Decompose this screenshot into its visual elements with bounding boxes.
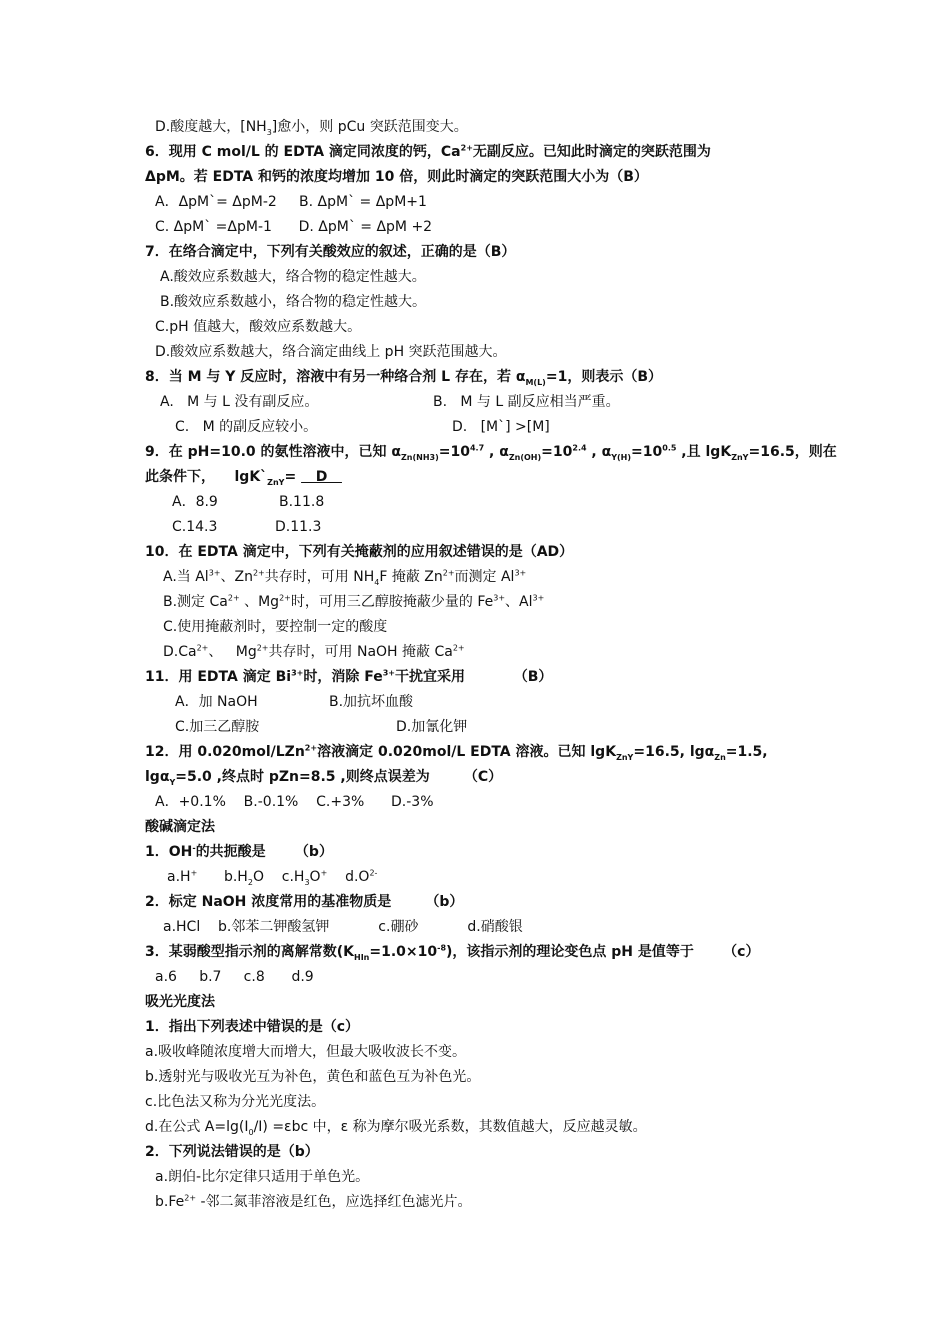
text-line: C.使用掩蔽剂时，要控制一定的酸度 <box>163 619 388 635</box>
text-line: A.当 $Al^{3+}$、$Zn^{2+}$共存时，可用 $NH_4F$ 掩蔽 $Zn^{2+}$而测定 $Al^{3+}$ <box>163 568 527 587</box>
text-line: 吸光光度法 <box>145 994 215 1010</box>
text-line: 11．用 EDTA 滴定 $Bi^{3+}$时，消除 $Fe^{3+}$干扰宜采用 （B） <box>145 668 553 685</box>
text-line: C. M 的副反应较小。 <box>175 419 318 435</box>
text-line: b.透射光与吸收光互为补色，黄色和蓝色互为补色光。 <box>145 1069 481 1085</box>
text-line: A.酸效应系数越大，络合物的稳定性越大。 <box>160 269 426 285</box>
text-line: C.pH 值越大，酸效应系数越大。 <box>155 319 362 335</box>
text-line: 12．用 0.020mol/LZn$^{2+}$溶液滴定 0.020mol/L EDTA 溶液。已知 lgK$_{ZnY}$=16.5, lgα$_{Zn}$=1.5, <box>145 743 768 762</box>
text-line: a.HCl b.邻苯二钾酸氢钾 c.硼砂 d.硝酸银 <box>163 919 523 935</box>
text-line: 7．在络合滴定中，下列有关酸效应的叙述，正确的是（B） <box>145 244 516 260</box>
text-line: D.酸效应系数越大，络合滴定曲线上 pH 突跃范围越大。 <box>155 344 507 360</box>
text-line: 8．当 M 与 Y 反应时，溶液中有另一种络合剂 L 存在，若 $\alpha_{M(L)}=1$，则表示（B） <box>145 369 662 387</box>
text-line: 3．某弱酸型指示剂的离解常数$(K_{HIn}=1.0\times 10^{-8})$，该指示剂的理论变色点 pH 是值等于 （c） <box>145 943 760 962</box>
text-line: lgα$_Y$=5.0 ,终点时 pZn=8.5 ,则终点误差为 （C） <box>145 769 503 787</box>
text-line: c.比色法又称为分光光度法。 <box>145 1094 326 1110</box>
text-line: 此条件下， $\lg K`_{ZnY}=$ D <box>145 469 342 487</box>
text-line: C.14.3 <box>172 519 218 535</box>
text-line: 1．OH-的共扼酸是 （b） <box>145 843 333 860</box>
text-line: D.11.3 <box>275 519 322 535</box>
text-line: a.吸收峰随浓度增大而增大，但最大吸收波长不变。 <box>145 1044 467 1060</box>
text-line: A．+0.1% B.-0.1% C.+3% D.-3% <box>155 794 434 810</box>
text-line: a.H+ $b.H_2O$ $c.H_3O^+$ $d.O^{2-}$ <box>167 868 378 887</box>
text-line: A．ΔpM`= ΔpM-2 B. ΔpM` = ΔpM+1 <box>155 194 427 210</box>
text-line: a.朗伯-比尔定律只适用于单色光。 <box>155 1169 370 1185</box>
text-line: D. [M`] >[M] <box>452 419 550 435</box>
text-line: A．加 NaOH <box>175 694 258 710</box>
text-line: $D.Ca^{2+}$、 $Mg^{2+}$共存时，可用 NaOH 掩蔽 $Ca^{2+}$ <box>163 643 465 660</box>
text-line: 6．现用 C mol/L 的 EDTA 滴定同浓度的钙，$Ca^{2+}$无副反应。已知此时滴定的突跃范围为 <box>145 143 711 160</box>
text-line: 1．指出下列表述中错误的是（c） <box>145 1019 360 1035</box>
text-line: 9．在 pH=10.0 的氨性溶液中，已知 $\alpha_{Zn(NH3)}=10^{4.7}$ , $\alpha_{Zn(OH)}=10^{2.4}$ , $\alpha_{Y(H)}=10^{0.5}$ ,且 lgK$_{ZnY}$=16.5，则在 <box>145 443 837 462</box>
text-line: 2．下列说法错误的是（b） <box>145 1144 319 1160</box>
text-line: B.11.8 <box>279 494 325 510</box>
text-line: d.在公式 $A=\lg(I_0/I) =\varepsilon bc$ 中，ε 称为摩尔吸光系数，其数值越大，反应越灵敏。 <box>145 1119 647 1137</box>
text-line: 2．标定 NaOH 浓度常用的基准物质是 （b） <box>145 894 464 910</box>
text-line: $b.Fe^{2+}$ -邻二氮菲溶液是红色，应选择红色滤光片。 <box>155 1193 472 1210</box>
text-line: B. M 与 L 副反应相当严重。 <box>433 394 620 410</box>
text-line: a.6 b.7 c.8 d.9 <box>155 969 314 985</box>
text-line: B.加抗坏血酸 <box>329 694 414 710</box>
text-line: B.测定 $Ca^{2+}$ 、$Mg^{2+}$时，可用三乙醇胺掩蔽少量的 $Fe^{3+}$、$Al^{3+}$ <box>163 593 545 610</box>
text-line: A. M 与 L 没有副反应。 <box>160 394 319 410</box>
text-line: A．8.9 <box>172 494 218 510</box>
text-line: D.加氰化钾 <box>396 719 468 735</box>
text-line: C. ΔpM` =ΔpM-1 D. ΔpM` = ΔpM +2 <box>155 219 433 235</box>
text-line: C.加三乙醇胺 <box>175 719 260 735</box>
text-line: D.酸度越大，$[NH_3]$愈小，则 pCu 突跃范围变大。 <box>155 119 468 137</box>
text-line: ΔpM。若 EDTA 和钙的浓度均增加 10 倍，则此时滴定的突跃范围大小为（B） <box>145 169 648 185</box>
text-line: 酸碱滴定法 <box>145 819 215 835</box>
text-line: 10．在 EDTA 滴定中，下列有关掩蔽剂的应用叙述错误的是（AD） <box>145 544 574 560</box>
text-line: B.酸效应系数越小，络合物的稳定性越大。 <box>160 294 427 310</box>
